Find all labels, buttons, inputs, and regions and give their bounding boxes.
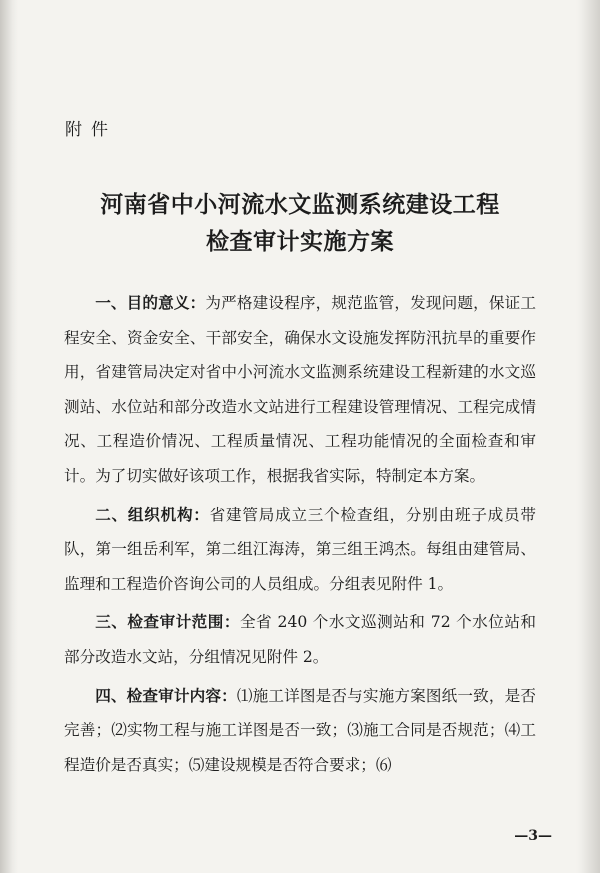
document-title-line-2: 检查审计实施方案	[206, 228, 394, 255]
document-title-line-1: 河南省中小河流水文监测系统建设工程	[100, 191, 500, 218]
section-text: 省建管局成立三个检查组，分别由班子成员带队，第一组岳利军，第二组江海涛，第三组王鸿杰。每组由建管局、监理和工程造价咨询公司的人员组成。分组表见附件 1。	[64, 505, 536, 593]
page-shadow-right	[576, 0, 600, 873]
section-heading: 一、目的意义：	[95, 293, 206, 312]
section-text: ⑴施工详图是否与实施方案图纸一致，是否完善；⑵实物工程与施工详图是否一致；⑶施工合同是否规范；⑷工程造价是否真实；⑸建设规模是否符合要求；⑹	[64, 686, 536, 774]
section-heading: 四、检查审计内容：	[95, 685, 237, 705]
section-organization	[64, 498, 536, 602]
section-text: 全省 240 个水文巡测站和 72 个水位站和部分改造水文站，分组情况见附件 2。	[64, 613, 536, 666]
section-text: 为严格建设程序，规范监管，发现问题，保证工程安全、资金安全、干部安全，确保水文设施发挥防汛抗旱的重要作用，省建管局决定对省中小河流水文监测系统建设工程新建的水文巡测站、水位站和部分改造水文站进行工程建设管理情况、工程完成情况、工程造价情况、工程质量情况、工程功能情况的全面检查和审计。为了切实做好该项工作，根据我省实际，特制定本方案。	[64, 294, 536, 485]
annex-label: 附件	[65, 120, 117, 140]
section-content	[64, 679, 536, 783]
page-number: —3—	[514, 828, 552, 844]
section-heading: 二、组织机构：	[95, 504, 210, 524]
section-scope	[64, 605, 536, 674]
document-body	[64, 286, 536, 782]
page-shadow-left	[0, 0, 18, 873]
section-purpose	[64, 286, 536, 494]
section-heading: 三、检查审计范围：	[95, 612, 240, 632]
